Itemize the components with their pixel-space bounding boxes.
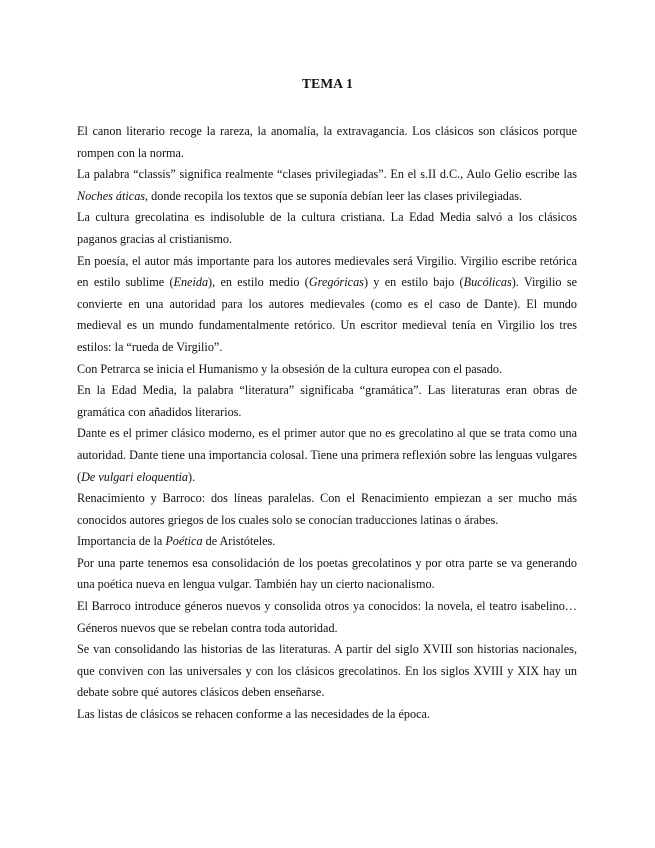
italic-title-text: Noches áticas [77,188,146,203]
paragraph-text: Se van consolidando las historias de las literaturas. A partir del siglo XVIII son historias nacionales, que conviven con las universales y con los clásicos grecolatinos. En los siglos XVIII y XIX hay un debate sobre qué autores clásicos deben enseñarse. [77,642,577,700]
paragraph-text: Renacimiento y Barroco: dos líneas paralelas. Con el Renacimiento empiezan a ser mucho más conocidos autores griegos de los cuales solo se conocían traducciones latinas o árabes. [77,491,577,527]
paragraph-text: Con Petrarca se inicia el Humanismo y la obsesión de la cultura europea con el pasado. [77,361,503,376]
paragraph-text: Dante es el primer clásico moderno, es el primer autor que no es grecolatino al que se trata como una autoridad. Dante tiene una importancia colosal. Tiene una primera reflexión sobre las lenguas vulgares ( [77,426,577,484]
body-paragraph [77,704,577,726]
paragraph-text: La palabra “classis” significa realmente “clases privilegiadas”. En el s.II d.C., Aulo Gelio escribe las [77,167,577,182]
paragraph-text: ). [188,469,196,484]
paragraph-text: ), en estilo medio ( [208,275,309,290]
italic-title-text: Eneida [173,275,209,290]
body-paragraph [77,423,577,488]
italic-title-text: Bucólicas [463,275,512,290]
body-paragraph [77,207,577,250]
paragraph-text: El Barroco introduce géneros nuevos y consolida otros ya conocidos: la novela, el teatro isabelino… Géneros nuevos que se rebelan contra toda autoridad. [77,599,577,635]
body-paragraph [77,596,577,639]
body-paragraph [77,359,577,381]
paragraph-text: En poesía, el autor más importante para los autores medievales será Virgilio. Virgilio escribe retórica en estilo sublime ( [77,253,577,290]
body-paragraph [77,639,577,704]
paragraph-text: La cultura grecolatina es indisoluble de la cultura cristiana. La Edad Media salvó a los clásicos paganos gracias al cristianismo. [77,210,577,246]
paragraph-text: ) y en estilo bajo ( [363,275,464,290]
body-paragraph [77,251,577,359]
body-paragraph [77,164,577,207]
paragraph-text: , donde recopila los textos que se suponía debían leer las clases privilegiadas. [145,188,523,203]
document-body [77,121,577,726]
paragraph-text: de Aristóteles. [202,534,276,549]
paragraph-text: Las listas de clásicos se rehacen conforme a las necesidades de la época. [77,707,430,722]
paragraph-text: El canon literario recoge la rareza, la anomalía, la extravagancia. Los clásicos son clásicos porque rompen con la norma. [77,124,577,160]
body-paragraph [77,531,577,553]
italic-title-text: De vulgari eloquentia [81,469,189,484]
body-paragraph [77,121,577,164]
body-paragraph [77,380,577,423]
paragraph-text: Importancia de la [77,534,166,549]
paragraph-text: Por una parte tenemos esa consolidación de los poetas grecolatinos y por otra parte se va generando una poética nueva en lengua vulgar. También hay un cierto nacionalismo. [77,555,577,592]
body-paragraph [77,553,577,596]
italic-title-text: Poética [165,534,203,549]
paragraph-text: En la Edad Media, la palabra “literatura” significaba “gramática”. Las literaturas eran obras de gramática con añadidos literarios. [77,383,577,419]
page-title: TEMA 1 [301,76,354,91]
italic-title-text: Gregóricas [308,275,364,290]
paragraph-text: ). Virgilio se convierte en una autoridad para los autores medievales (como es el caso de Dante). El mundo medieval es un mundo fundamentalmente retórico. Un escritor medieval tenía en Virgilio los tres estilos: la “rueda de Virgilio”. [77,275,577,354]
body-paragraph [77,488,577,531]
